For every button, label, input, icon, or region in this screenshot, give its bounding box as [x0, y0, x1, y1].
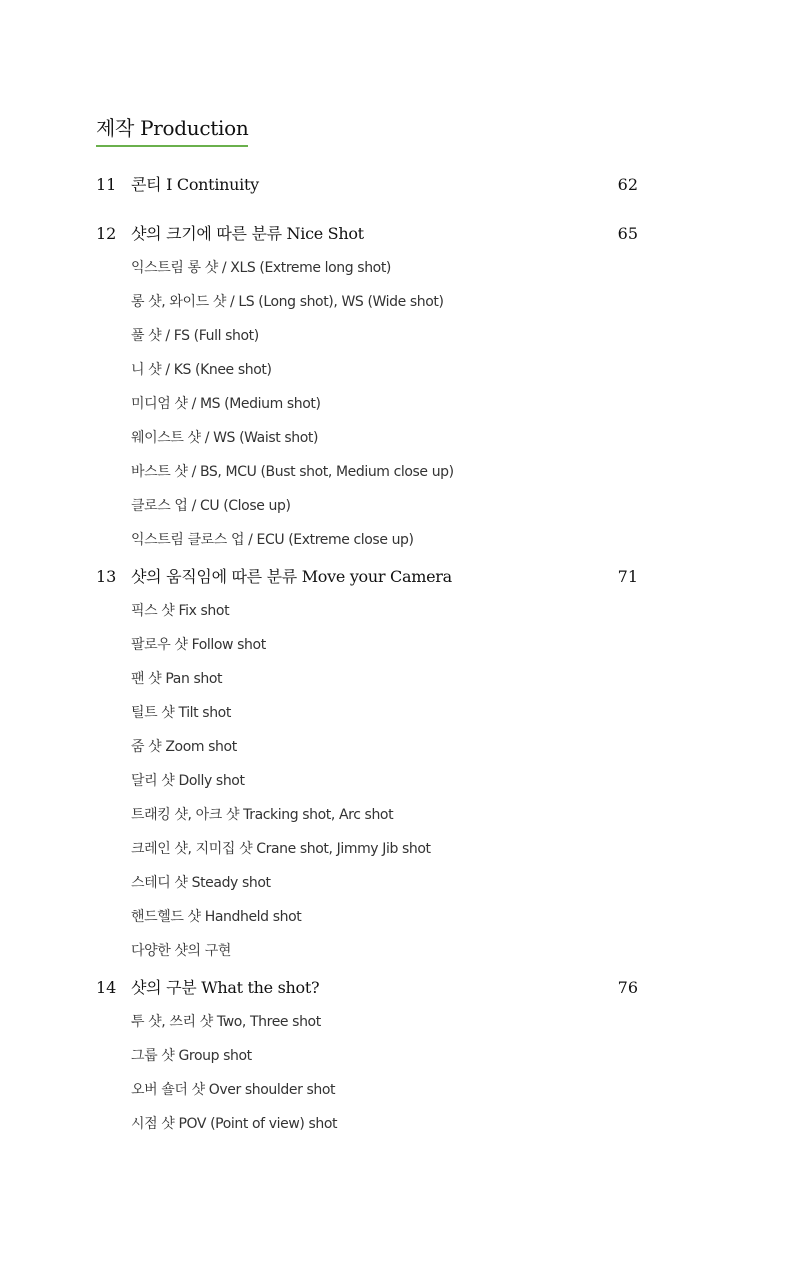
chapter-heading[interactable] [96, 173, 638, 197]
toc-page [96, 112, 638, 1141]
subsection-item[interactable]: 롱 샷, 와이드 샷 / LS (Long shot), WS (Wide shot) [131, 294, 444, 310]
chapter-number: 12 [96, 224, 117, 243]
chapter-heading[interactable] [96, 976, 638, 1000]
chapter-page-number: 62 [617, 175, 638, 194]
subsection-item[interactable]: 미디엄 샷 / MS (Medium shot) [131, 396, 321, 412]
subsection-item[interactable]: 트래킹 샷, 아크 샷 Tracking shot, Arc shot [131, 807, 394, 823]
subsection-item[interactable]: 클로스 업 / CU (Close up) [131, 498, 291, 514]
chapter-title: 샷의 크기에 따른 분류 Nice Shot [131, 224, 364, 243]
spacer [96, 197, 638, 222]
chapter-heading[interactable] [96, 222, 638, 246]
subsection-item[interactable]: 오버 숄더 샷 Over shoulder shot [131, 1082, 336, 1098]
subsection-item[interactable]: 익스트림 클로스 업 / ECU (Extreme close up) [131, 532, 414, 548]
subsection-item[interactable]: 니 샷 / KS (Knee shot) [131, 362, 272, 378]
subsection-item[interactable]: 픽스 샷 Fix shot [131, 603, 230, 619]
chapter-14 [96, 976, 638, 1141]
spacer [96, 557, 638, 565]
subsection-list [96, 1005, 638, 1141]
subsection-list [96, 594, 638, 968]
subsection-item[interactable]: 달리 샷 Dolly shot [131, 773, 245, 789]
chapter-number: 14 [96, 978, 117, 997]
chapter-13 [96, 565, 638, 976]
subsection-item[interactable]: 핸드헬드 샷 Handheld shot [131, 909, 302, 925]
subsection-item[interactable]: 틸트 샷 Tilt shot [131, 705, 231, 721]
chapter-11 [96, 173, 638, 222]
chapter-page-number: 65 [617, 224, 638, 243]
subsection-item[interactable]: 웨이스트 샷 / WS (Waist shot) [131, 430, 319, 446]
subsection-list [96, 251, 638, 557]
chapter-heading[interactable] [96, 565, 638, 589]
subsection-item[interactable]: 다양한 샷의 구현 [131, 943, 231, 959]
chapter-title: 샷의 움직임에 따른 분류 Move your Camera [131, 567, 452, 586]
subsection-item[interactable]: 스테디 샷 Steady shot [131, 875, 271, 891]
subsection-item[interactable]: 익스트림 롱 샷 / XLS (Extreme long shot) [131, 260, 391, 276]
subsection-item[interactable]: 팬 샷 Pan shot [131, 671, 223, 687]
subsection-item[interactable]: 팔로우 샷 Follow shot [131, 637, 266, 653]
section-title: 제작 Production [96, 112, 248, 147]
spacer [96, 968, 638, 976]
chapter-page-number: 71 [617, 567, 638, 586]
chapter-12 [96, 222, 638, 565]
chapter-number: 13 [96, 567, 117, 586]
subsection-item[interactable]: 크레인 샷, 지미집 샷 Crane shot, Jimmy Jib shot [131, 841, 431, 857]
subsection-item[interactable]: 줌 샷 Zoom shot [131, 739, 237, 755]
subsection-item[interactable]: 시점 샷 POV (Point of view) shot [131, 1116, 338, 1132]
chapter-title: 샷의 구분 What the shot? [131, 978, 320, 997]
chapter-number: 11 [96, 175, 117, 194]
subsection-item[interactable]: 바스트 샷 / BS, MCU (Bust shot, Medium close up) [131, 464, 454, 480]
chapter-list [96, 173, 638, 1141]
subsection-item[interactable]: 풀 샷 / FS (Full shot) [131, 328, 259, 344]
chapter-page-number: 76 [617, 978, 638, 997]
subsection-item[interactable]: 그룹 샷 Group shot [131, 1048, 252, 1064]
subsection-item[interactable]: 투 샷, 쓰리 샷 Two, Three shot [131, 1014, 321, 1030]
chapter-title: 콘티 I Continuity [131, 175, 259, 194]
